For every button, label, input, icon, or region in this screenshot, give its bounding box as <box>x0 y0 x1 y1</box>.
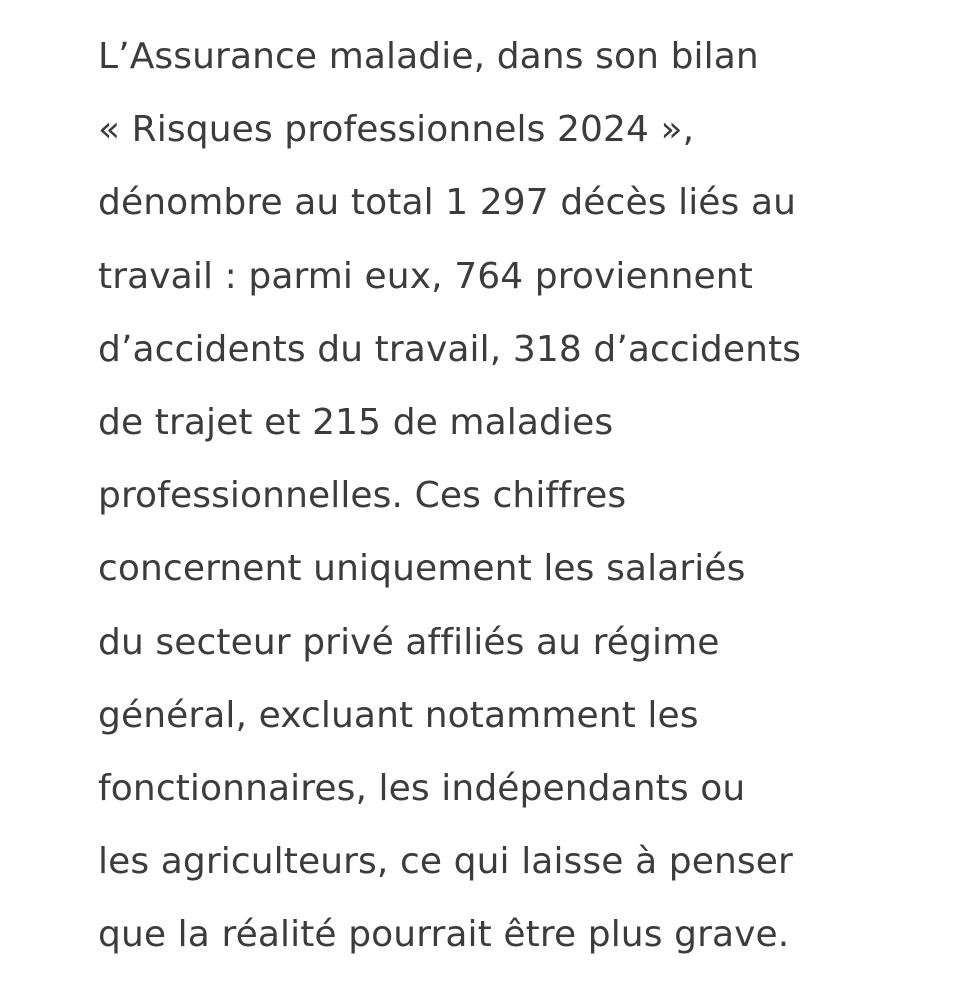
paragraph-line: que la réalité pourrait être plus grave. <box>98 914 790 956</box>
paragraph-line: du secteur privé affiliés au régime <box>98 621 720 663</box>
paragraph-line: concernent uniquement les salariés <box>98 548 746 590</box>
paragraph-line: « Risques professionnels 2024 », <box>98 109 695 151</box>
paragraph-line: dénombre au total 1 297 décès liés au <box>98 182 797 224</box>
paragraph-line: de trajet et 215 de maladies <box>98 402 614 444</box>
paragraph-line: général, excluant notamment les <box>98 694 699 736</box>
paragraph-line: professionnelles. Ces chiffres <box>98 475 627 517</box>
paragraph-line: fonctionnaires, les indépendants ou <box>98 768 746 810</box>
paragraph-line: les agriculteurs, ce qui laisse à penser <box>98 841 793 883</box>
paragraph-line: d’accidents du travail, 318 d’accidents <box>98 328 802 370</box>
paragraph-line: travail : parmi eux, 764 proviennent <box>98 255 753 297</box>
article-paragraph <box>98 20 958 972</box>
paragraph-line: L’Assurance maladie, dans son bilan <box>98 36 759 77</box>
